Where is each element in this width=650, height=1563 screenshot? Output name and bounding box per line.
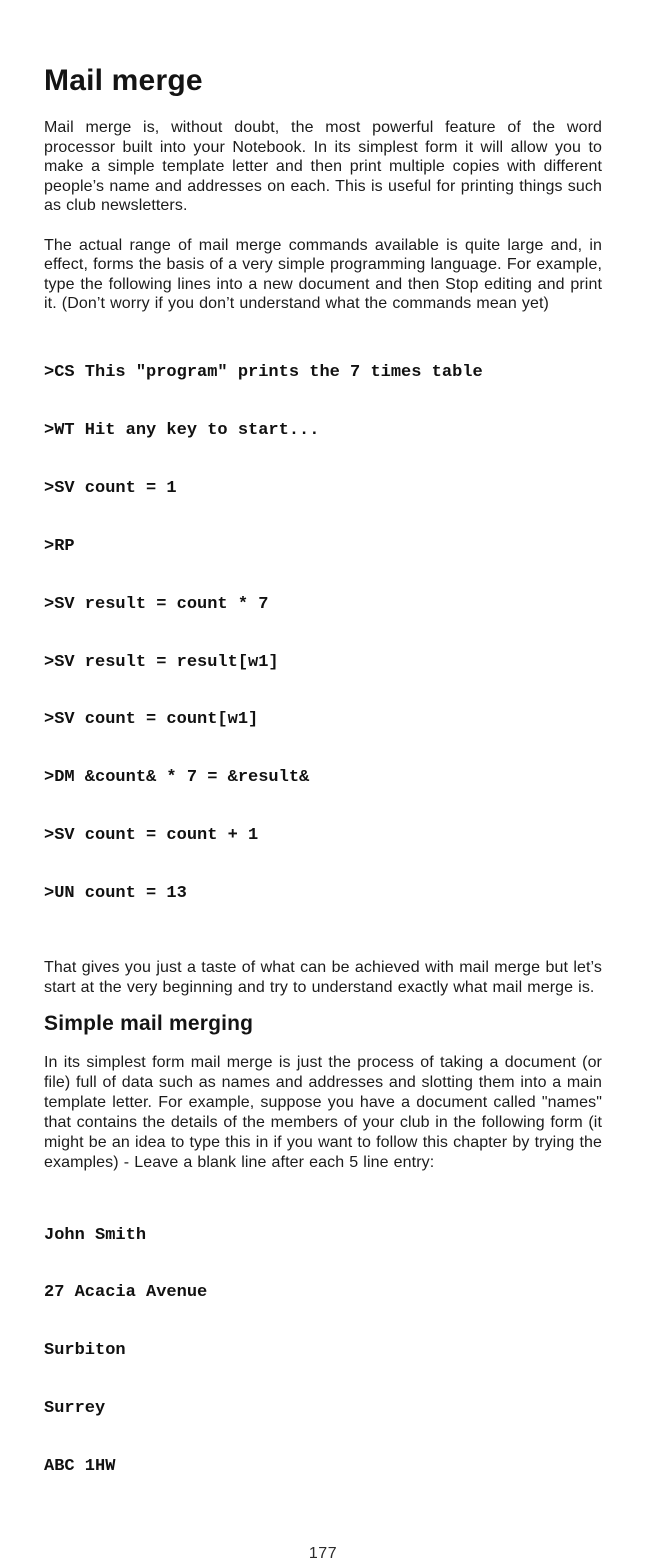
section-title-simple-mail-merging: Simple mail merging: [44, 1012, 254, 1035]
code-line: >SV count = count[w1]: [44, 710, 259, 730]
address-line: ABC 1HW: [44, 1457, 116, 1477]
paragraph-commands-range: The actual range of mail merge commands available is quite large and, in effect, forms the basis of a very simple programming language. For example, type the following lines into a new document and then Stop editing and print it. (Don’t worry if you don’t understand what the commands mean yet): [44, 236, 602, 312]
address-line: Surbiton: [44, 1341, 126, 1361]
code-line: >CS This "program" prints the 7 times table: [44, 363, 483, 383]
code-line: >SV result = count * 7: [44, 594, 269, 614]
code-line: >SV count = count + 1: [44, 826, 259, 846]
address-line: John Smith: [44, 1225, 147, 1245]
paragraph-taste: That gives you just a taste of what can be achieved with mail merge but let’s start at the very beginning and try to understand exactly what mail merge is.: [44, 959, 602, 996]
code-line: >UN count = 13: [44, 884, 187, 904]
code-line: >RP: [44, 536, 75, 556]
address-line: 27 Acacia Avenue: [44, 1283, 208, 1303]
code-listing: [44, 325, 602, 943]
names-address-listing: [44, 1187, 602, 1515]
page-number: 177: [308, 1545, 338, 1563]
page-title: Mail merge: [44, 64, 203, 97]
code-line: >SV result = result[w1]: [44, 652, 279, 672]
code-line: >DM &count& * 7 = &result&: [44, 768, 310, 788]
paragraph-mailmerge-intro: Mail merge is, without doubt, the most powerful feature of the word processor built into your Notebook. In its simplest form it will allow you to make a simple template letter and then print multiple copies with different people’s name and addresses on each. This is useful for printing things such as club newsletters.: [44, 119, 602, 214]
paragraph-simple-merging: In its simplest form mail merge is just the process of taking a document (or file) full of data such as names and addresses and slotting them into a main template letter. For example, suppose you have a document called "names" that contains the details of the members of your club in the following form (it might be an idea to type this in if you want to follow this chapter by trying the examples) - Leave a blank line after each 5 line entry:: [44, 1054, 602, 1171]
code-line: >WT Hit any key to start...: [44, 420, 320, 440]
code-line: >SV count = 1: [44, 478, 177, 498]
page-content: [44, 62, 602, 1563]
address-line: Surrey: [44, 1399, 106, 1419]
scanned-manual-page: [0, 62, 650, 1563]
